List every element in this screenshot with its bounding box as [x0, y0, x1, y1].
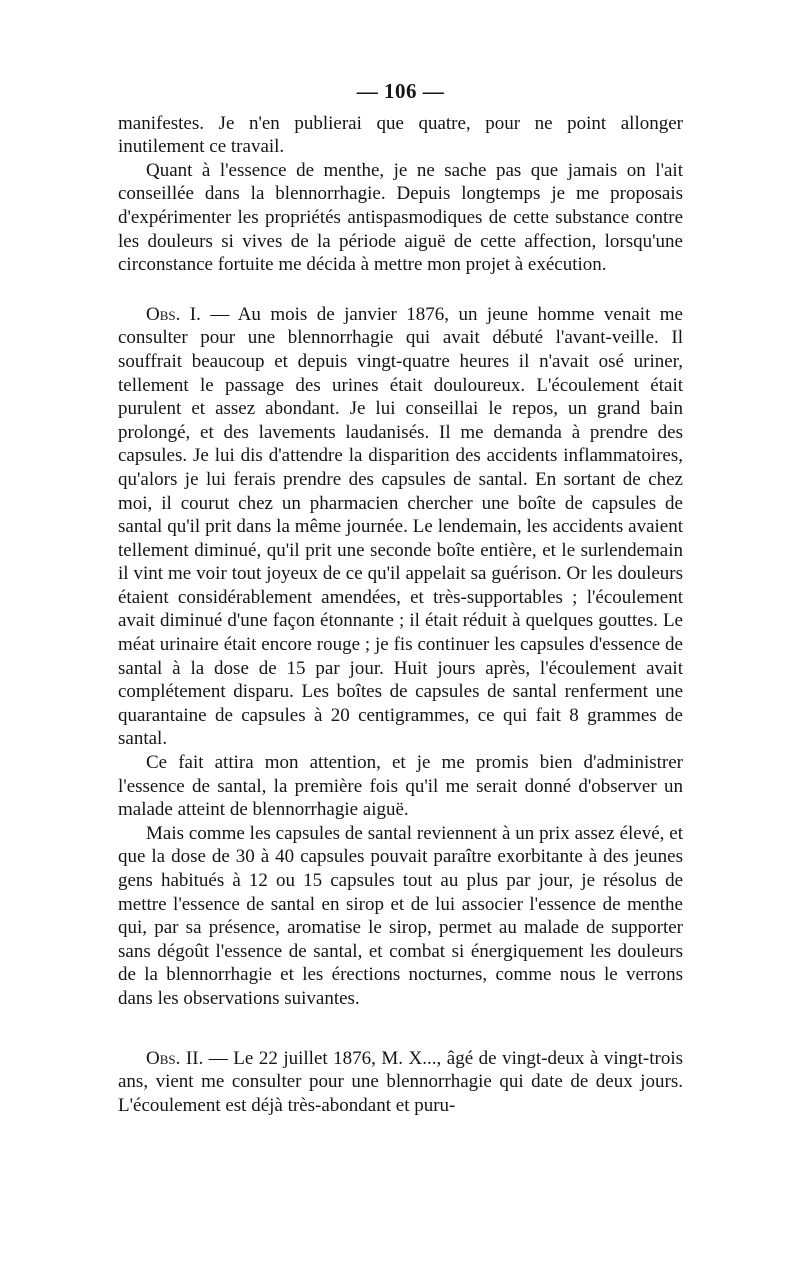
- observation-2-text: — Le 22 juillet 1876, M. X..., âgé de vingt-deux à vingt-trois ans, vient me consulter pour une blennorrhagie qui date de deux jours. L'écoulement est déjà très-abondant et puru-: [118, 1047, 683, 1116]
- observation-1-text: — Au mois de janvier 1876, un jeune homme venait me consulter pour une blennorrhagie qui avait débuté l'avant-veille. Il souffrait beaucoup et depuis vingt-quatre heures il n'avait osé uriner, tellement le passage des urines était douloureux. L'écoulement était purulent et assez abondant. Je lui conseillai le repos, un grand bain prolongé, et des lavements laudanisés. Il me demanda à prendre des capsules. Je lui dis d'attendre la disparition des accidents inflammatoires, qu'alors je lui ferais prendre des capsules de santal. En sortant de chez moi, il courut chez un pharmacien chercher une boîte de capsules de santal qu'il prit dans la même journée. Le lendemain, les accidents avaient tellement diminué, qu'il prit une seconde boîte entière, et le surlendemain il vint me voir tout joyeux de ce qu'il appelait sa guérison. Or les douleurs étaient considérablement amendées, et très-supportables ; l'écoulement avait diminué d'une façon étonnante ; il était réduit à quelques gouttes. Le méat urinaire était encore rouge ; je fis continuer les capsules d'essence de santal à la dose de 15 par jour. Huit jours après, l'écoulement avait complétement disparu. Les boîtes de capsules de santal renferment une quarantaine de capsules à 20 centigrammes, ce qui fait 8 grammes de santal.: [118, 303, 683, 750]
- paragraph-essence-de-menthe: Quant à l'essence de menthe, je ne sache pas que jamais on l'ait conseillée dans la blennorrhagie. Depuis longtemps je me proposais d'expérimenter les propriétés antispasmodiques de cette substance contre les douleurs si vives de la période aiguë de cette affection, lorsqu'une circonstance fortuite me décida à mettre mon projet à exécution.: [118, 159, 683, 276]
- observation-1: [118, 303, 683, 751]
- paragraph-sirop: Mais comme les capsules de santal reviennent à un prix assez élevé, et que la dose de 30 à 40 capsules pouvait paraître exorbitante à des jeunes gens habitués à 12 ou 15 capsules tout au plus par jour, je résolus de mettre l'essence de santal en sirop et de lui associer l'essence de menthe qui, par sa présence, aromatise le sirop, permet au malade de supporter sans dégoût l'essence de santal, et combat si énergiquement les douleurs de la blennorrhagie et les érections nocturnes, comme nous le verrons dans les observations suivantes.: [118, 822, 683, 1009]
- observation-1-label: Obs. I.: [146, 303, 201, 325]
- book-page: [118, 80, 683, 1117]
- paragraph-intro-continuation: manifestes. Je n'en publierai que quatre, pour ne point allonger inutilement ce travail.: [118, 112, 683, 158]
- paragraph-attention: Ce fait attira mon attention, et je me promis bien d'administrer l'essence de santal, la première fois qu'il me serait donné d'observer un malade atteint de blennorrhagie aiguë.: [118, 752, 683, 821]
- page-number: — 106 —: [356, 79, 445, 103]
- observation-2: [118, 1047, 683, 1118]
- observation-2-label: Obs. II.: [146, 1047, 204, 1069]
